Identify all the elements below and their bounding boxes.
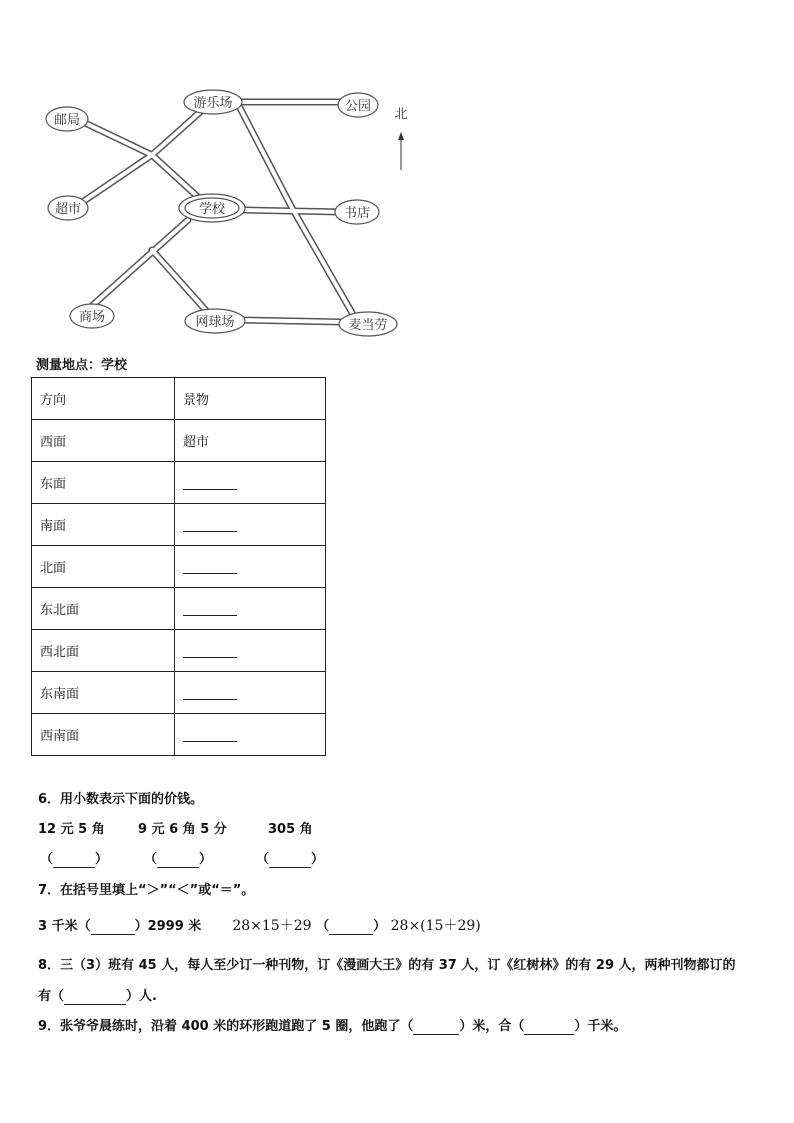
answer-blank[interactable] <box>183 643 237 658</box>
place-label: 网球场 <box>195 315 235 330</box>
q6-item-1: 12 元 5 角 <box>38 822 105 837</box>
question-6-title: 6．用小数表示下面的价钱。 <box>38 792 204 807</box>
paren-close: ） <box>311 852 325 867</box>
answer-cell[interactable] <box>175 504 326 546</box>
direction-cell: 东南面 <box>32 672 175 714</box>
direction-cell: 北面 <box>32 546 175 588</box>
place-label: 书店 <box>343 206 371 221</box>
direction-cell: 西面 <box>32 420 175 462</box>
survey-location-label: 测量地点：学校 <box>36 358 128 373</box>
direction-table <box>31 377 326 756</box>
answer-blank[interactable] <box>157 852 199 868</box>
q9-part-c: ）千米。 <box>574 1019 627 1034</box>
answer-cell[interactable] <box>175 588 326 630</box>
q7-left-a: 3 千米（ <box>38 919 91 934</box>
table-row <box>32 504 326 546</box>
place-label: 学校 <box>198 202 226 217</box>
q6-item-2: 9 元 6 角 5 分 <box>138 822 227 837</box>
place-label: 麦当劳 <box>348 318 388 333</box>
table-row <box>32 630 326 672</box>
answer-blank[interactable] <box>64 989 126 1005</box>
place-label: 公园 <box>344 99 372 114</box>
answer-blank[interactable] <box>269 852 311 868</box>
answer-cell: 超市 <box>175 420 326 462</box>
place-label: 超市 <box>54 202 82 217</box>
paren-open: （ <box>40 852 54 867</box>
paren-open: （ <box>256 852 270 867</box>
table-row <box>32 546 326 588</box>
q9-part-b: ）米，合（ <box>459 1019 525 1034</box>
q7-expr-2: 28×(15＋29) <box>390 918 481 934</box>
q7-left-b: ）2999 米 <box>134 919 202 934</box>
question-7-title: 7．在括号里填上“＞”“＜”或“＝”。 <box>38 883 255 898</box>
place-label: 游乐场 <box>193 96 233 111</box>
direction-cell: 南面 <box>32 504 175 546</box>
direction-cell: 西北面 <box>32 630 175 672</box>
header-direction: 方向 <box>32 378 175 420</box>
answer-blank[interactable] <box>183 601 237 616</box>
answer-blank[interactable] <box>413 1019 459 1035</box>
place-label: 邮局 <box>53 113 81 128</box>
answer-blank[interactable] <box>183 475 237 490</box>
answer-cell[interactable] <box>175 714 326 756</box>
direction-cell: 东北面 <box>32 588 175 630</box>
answer-cell[interactable] <box>175 630 326 672</box>
table-row <box>32 672 326 714</box>
question-9 <box>38 1015 626 1035</box>
question-8-line2 <box>38 985 157 1005</box>
q8-part-a: 有（ <box>38 989 65 1004</box>
answer-blank[interactable] <box>329 919 373 935</box>
q6-answer-3[interactable] <box>256 848 324 868</box>
table-row <box>32 588 326 630</box>
table-header-row <box>32 378 326 420</box>
answer-cell[interactable] <box>175 546 326 588</box>
north-label: 北 <box>394 107 408 122</box>
answer-cell[interactable] <box>175 462 326 504</box>
q6-answer-1[interactable] <box>40 848 108 868</box>
paren-close: ） <box>95 852 109 867</box>
answer-blank[interactable] <box>183 559 237 574</box>
paren-close: ） <box>199 852 213 867</box>
q7-expr-1: 28×15＋29 <box>232 918 312 934</box>
direction-cell: 东面 <box>32 462 175 504</box>
table-row <box>32 420 326 462</box>
q6-item-3: 305 角 <box>268 822 313 837</box>
question-8-line1: 8．三（3）班有 45 人，每人至少订一种刊物，订《漫画大王》的有 37 人，订《红树林》的有 29 人，两种刊物都订的 <box>38 958 736 973</box>
map-figure <box>30 80 450 345</box>
paren-open: （ <box>144 852 158 867</box>
direction-cell: 西南面 <box>32 714 175 756</box>
answer-blank[interactable] <box>91 919 135 935</box>
answer-blank[interactable] <box>183 727 237 742</box>
header-scenery: 景物 <box>175 378 326 420</box>
answer-blank[interactable] <box>53 852 95 868</box>
paren-open: （ <box>316 919 330 934</box>
answer-cell[interactable] <box>175 672 326 714</box>
table-row <box>32 714 326 756</box>
answer-blank[interactable] <box>524 1019 574 1035</box>
q8-part-b: ）人. <box>126 989 157 1004</box>
answer-blank[interactable] <box>183 685 237 700</box>
paren-close: ） <box>373 919 387 934</box>
q6-answer-2[interactable] <box>144 848 212 868</box>
table-row <box>32 462 326 504</box>
answer-blank[interactable] <box>183 517 237 532</box>
place-label: 商场 <box>78 310 106 325</box>
q7-line <box>38 915 481 935</box>
q9-part-a: 9．张爷爷晨练时，沿着 400 米的环形跑道跑了 5 圈，他跑了（ <box>38 1019 414 1034</box>
